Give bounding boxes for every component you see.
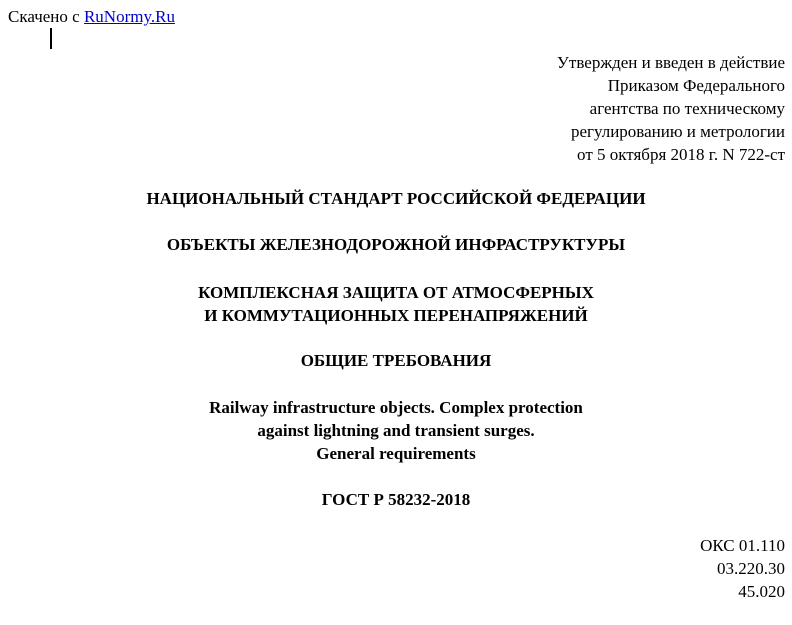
gost-number-heading <box>0 488 792 511</box>
approval-block <box>557 51 785 166</box>
subject-title: ОБЪЕКТЫ ЖЕЛЕЗНОДОРОЖНОЙ ИНФРАСТРУКТУРЫ <box>166 235 626 254</box>
subject-heading <box>0 233 792 256</box>
title-line: КОМПЛЕКСНАЯ ЗАЩИТА ОТ АТМОСФЕРНЫХ <box>198 283 594 302</box>
approval-line: Утвержден и введен в действие <box>556 53 785 72</box>
standard-type: НАЦИОНАЛЬНЫЙ СТАНДАРТ РОССИЙСКОЙ ФЕДЕРАЦИИ <box>146 189 646 208</box>
english-title-line: against lightning and transient surges. <box>257 421 535 440</box>
standard-type-heading <box>0 187 792 210</box>
english-title-line: General requirements <box>316 444 476 463</box>
title-line: И КОММУТАЦИОННЫХ ПЕРЕНАПРЯЖЕНИЙ <box>204 306 588 325</box>
oks-line: 45.020 <box>738 582 785 601</box>
oks-codes <box>700 534 785 603</box>
approval-line: от 5 октября 2018 г. N 722-ст <box>577 145 785 164</box>
source-prefix: Скачено с <box>8 7 80 26</box>
approval-line: Приказом Федерального <box>607 76 785 95</box>
requirements-heading <box>0 349 792 372</box>
source-line <box>8 5 175 28</box>
runormy-link[interactable]: RuNormy.Ru <box>83 7 175 26</box>
document-title <box>0 281 792 327</box>
english-title <box>0 396 792 465</box>
text-cursor <box>50 28 52 49</box>
approval-line: регулированию и метрологии <box>570 122 785 141</box>
oks-line: 03.220.30 <box>717 559 785 578</box>
gost-number: ГОСТ Р 58232-2018 <box>321 490 471 509</box>
approval-line: агентства по техническому <box>589 99 785 118</box>
english-title-line: Railway infrastructure objects. Complex protection <box>209 398 583 417</box>
oks-line: ОКС 01.110 <box>700 536 785 555</box>
requirements-title: ОБЩИЕ ТРЕБОВАНИЯ <box>300 351 492 370</box>
